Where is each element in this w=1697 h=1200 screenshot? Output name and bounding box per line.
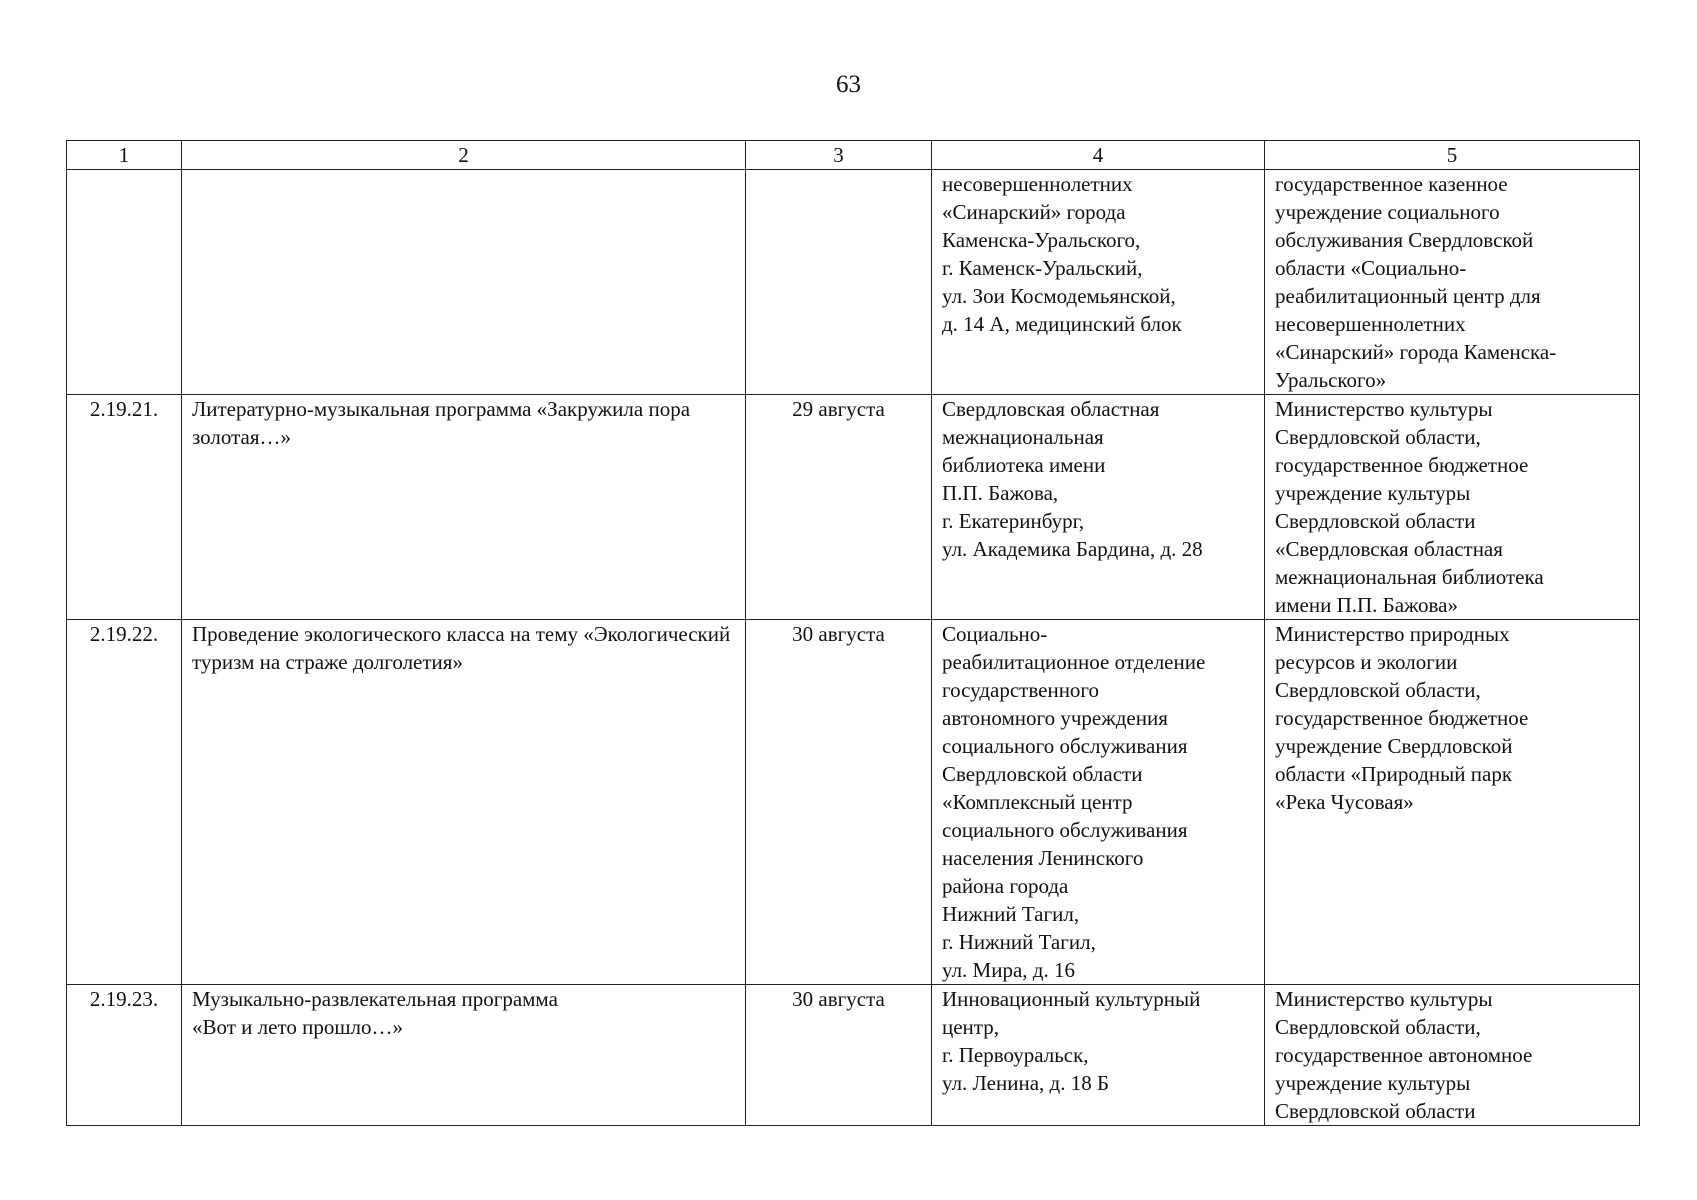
row-number [67,170,182,395]
event-date: 30 августа [746,620,932,985]
event-organizer: Министерство природных ресурсов и экологии Свердловской области, государственное бюджетное учреждение Свердловской области «Природный парк «Река Чусовая» [1265,620,1640,985]
event-organizer: Министерство культуры Свердловской области, государственное автономное учреждение культуры Свердловской области [1265,985,1640,1126]
event-place: Свердловская областная межнациональная библиотека имени П.П. Бажова, г. Екатеринбург, ул. Академика Бардина, д. 28 [932,395,1265,620]
column-header-date: 3 [746,141,932,170]
table-row [67,395,1640,620]
event-place: Социально- реабилитационное отделение государственного автономного учреждения социального обслуживания Свердловской области «Комплексный центр социального обслуживания населения Ленинского района города Нижний Тагил, г. Нижний Тагил, ул. Мира, д. 16 [932,620,1265,985]
event-date: 29 августа [746,395,932,620]
event-title: Литературно-музыкальная программа «Закружила пора золотая…» [182,395,746,620]
page-number: 63 [836,71,861,98]
event-organizer: Министерство культуры Свердловской области, государственное бюджетное учреждение культуры Свердловской области «Свердловская областная межнациональная библиотека имени П.П. Бажова» [1265,395,1640,620]
table-row [67,620,1640,985]
event-title: Проведение экологического класса на тему «Экологический туризм на страже долголетия» [182,620,746,985]
event-organizer: государственное казенное учреждение социального обслуживания Свердловской области «Социально- реабилитационный центр для несовершеннолетних «Синарский» города Каменска- Уральского» [1265,170,1640,395]
table-header-row [67,141,1640,170]
column-header-number: 1 [67,141,182,170]
event-date [746,170,932,395]
table-row [67,170,1640,395]
column-header-organizer: 5 [1265,141,1640,170]
column-header-event: 2 [182,141,746,170]
row-number: 2.19.22. [67,620,182,985]
row-number: 2.19.23. [67,985,182,1126]
table-row [67,985,1640,1126]
row-number: 2.19.21. [67,395,182,620]
event-date: 30 августа [746,985,932,1126]
column-header-place: 4 [932,141,1265,170]
event-title: Музыкально-развлекательная программа «Вот и лето прошло…» [182,985,746,1126]
event-place: Инновационный культурный центр, г. Первоуральск, ул. Ленина, д. 18 Б [932,985,1265,1126]
event-place: несовершеннолетних «Синарский» города Каменска-Уральского, г. Каменск-Уральский, ул. Зои Космодемьянской, д. 14 А, медицинский блок [932,170,1265,395]
event-title [182,170,746,395]
events-table [66,140,1640,1126]
